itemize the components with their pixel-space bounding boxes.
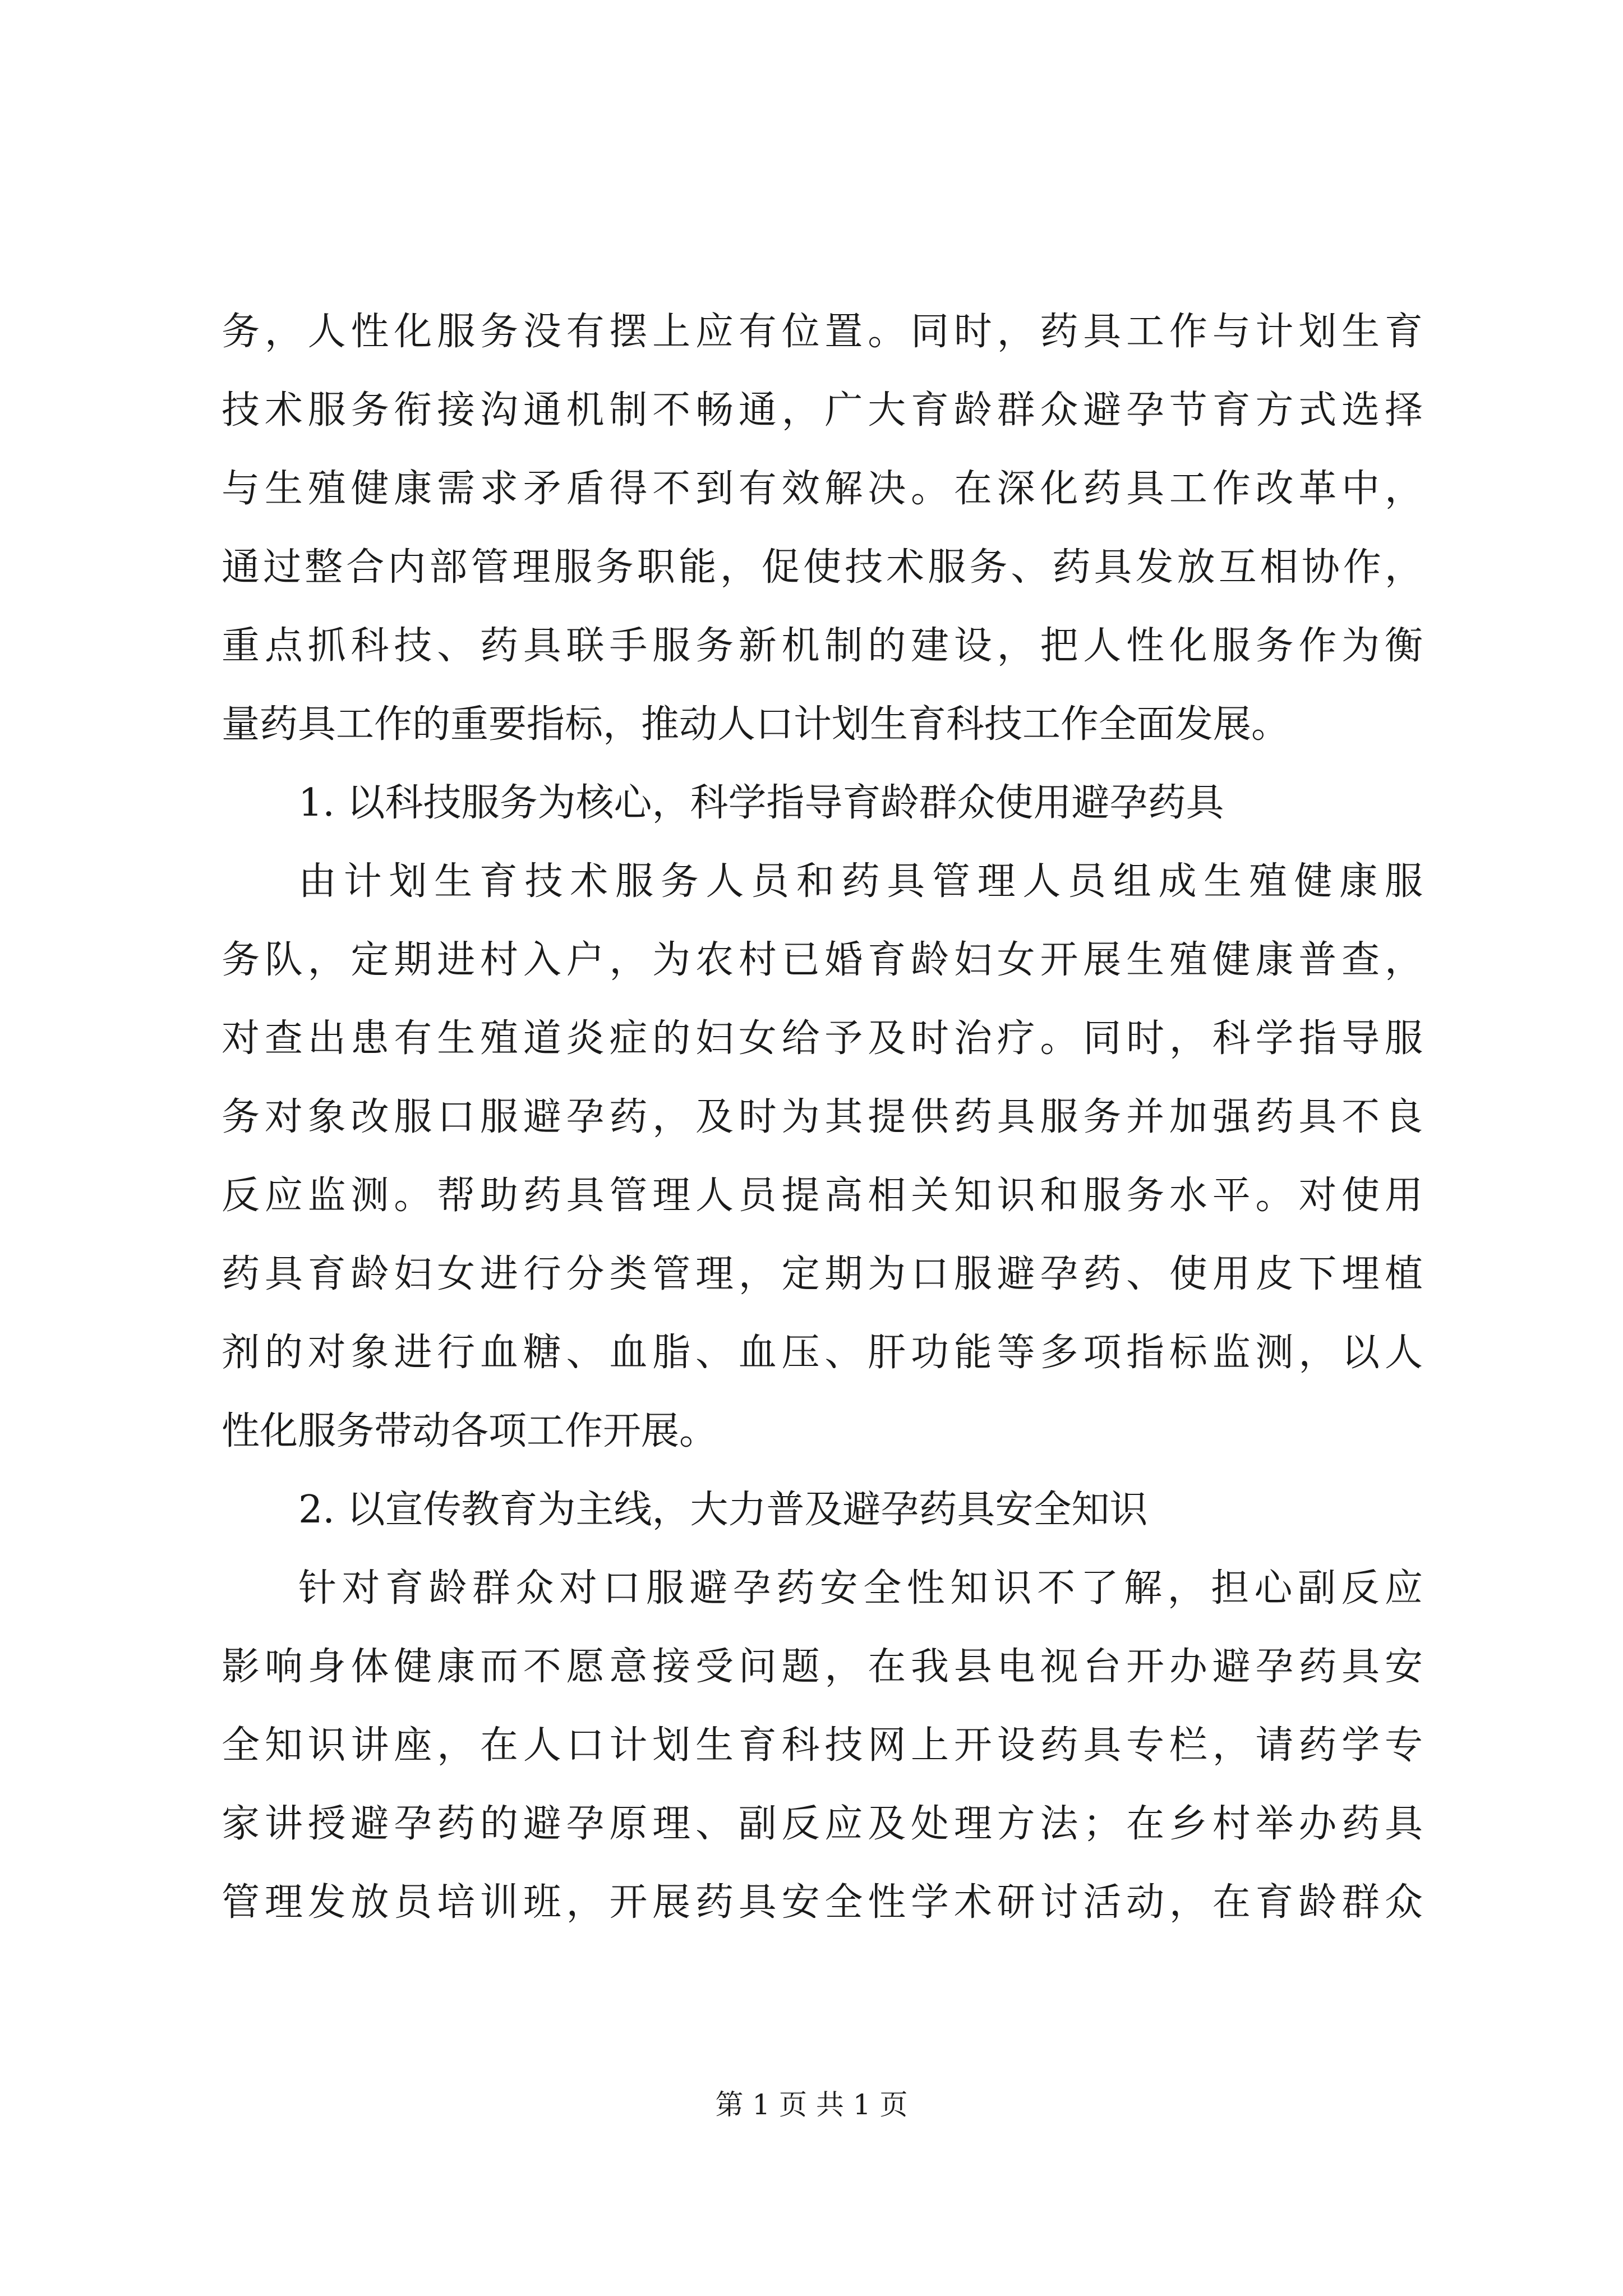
- body-text-line: 剂的对象进行血糖、血脂、血压、肝功能等多项指标监测，以人: [222, 1331, 1423, 1375]
- body-text-line: 性化服务带动各项工作开展。: [222, 1409, 718, 1453]
- page-number-footer: 第 1 页 共 1 页: [715, 2088, 908, 2121]
- body-text-line: 管理发放员培训班，开展药具安全性学术研讨活动，在育龄群众: [222, 1880, 1423, 1925]
- body-text-line: 技术服务衔接沟通机制不畅通，广大育龄群众避孕节育方式选择: [222, 388, 1423, 432]
- body-text-line: 重点抓科技、药具联手服务新机制的建设，把人性化服务作为衡: [222, 624, 1423, 668]
- section-heading: 2. 以宣传教育为主线，大力普及避孕药具安全知识: [298, 1488, 1148, 1532]
- body-text-line: 全知识讲座，在人口计划生育科技网上开设药具专栏，请药学专: [222, 1723, 1423, 1768]
- body-text-line: 药具育龄妇女进行分类管理，定期为口服避孕药、使用皮下埋植: [222, 1252, 1423, 1296]
- body-text-line: 针对育龄群众对口服避孕药安全性知识不了解，担心副反应: [298, 1566, 1423, 1611]
- body-text-line: 与生殖健康需求矛盾得不到有效解决。在深化药具工作改革中，: [222, 467, 1423, 511]
- body-text-line: 家讲授避孕药的避孕原理、副反应及处理方法；在乡村举办药具: [222, 1802, 1423, 1846]
- body-text-line: 影响身体健康而不愿意接受问题，在我县电视台开办避孕药具安: [222, 1645, 1423, 1689]
- body-text-line: 反应监测。帮助药具管理人员提高相关知识和服务水平。对使用: [222, 1174, 1423, 1218]
- body-text-line: 量药具工作的重要指标，推动人口计划生育科技工作全面发展。: [222, 702, 1290, 747]
- section-heading: 1. 以科技服务为核心，科学指导育龄群众使用避孕药具: [298, 781, 1224, 825]
- body-text-line: 务，人性化服务没有摆上应有位置。同时，药具工作与计划生育: [222, 310, 1423, 354]
- body-text-line: 通过整合内部管理服务职能，促使技术服务、药具发放互相协作，: [222, 545, 1423, 590]
- body-text-line: 由计划生育技术服务人员和药具管理人员组成生殖健康服: [298, 859, 1423, 904]
- body-text-line: 对查出患有生殖道炎症的妇女给予及时治疗。同时，科学指导服: [222, 1016, 1423, 1061]
- body-text-line: 务队，定期进村入户，为农村已婚育龄妇女开展生殖健康普查，: [222, 938, 1423, 982]
- body-text-line: 务对象改服口服避孕药，及时为其提供药具服务并加强药具不良: [222, 1095, 1423, 1139]
- document-body: [222, 293, 1423, 1942]
